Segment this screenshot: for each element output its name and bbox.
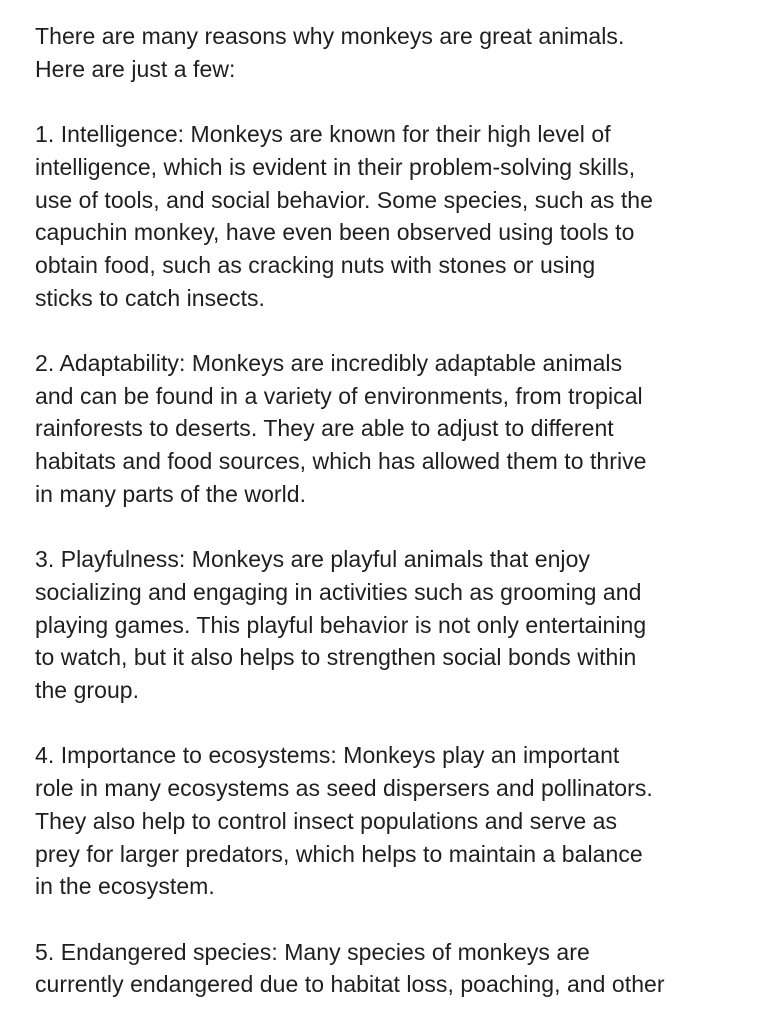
text-line: obtain food, such as cracking nuts with stones or using — [35, 251, 596, 278]
point-adaptability — [35, 347, 755, 511]
text-line: the group. — [35, 677, 140, 704]
text-line: currently endangered due to habitat loss, poaching, and other — [35, 971, 665, 998]
document-body — [35, 20, 755, 1034]
text-line: There are many reasons why monkeys are great animals. — [35, 23, 625, 49]
point-playfulness — [35, 543, 755, 707]
text-line: rainforests to deserts. They are able to adjust to different — [35, 415, 614, 442]
text-line: 2. Adaptability: Monkeys are incredibly adaptable animals — [35, 350, 623, 376]
text-line: intelligence, which is evident in their problem-solving skills, — [35, 153, 636, 180]
text-line: 4. Importance to ecosystems: Monkeys play an important — [35, 742, 620, 769]
point-intelligence — [35, 118, 755, 314]
point-endangered — [35, 936, 755, 1001]
text-line: sticks to catch insects. — [35, 284, 265, 311]
text-line: Here are just a few: — [35, 55, 236, 82]
text-line: playing games. This playful behavior is not only entertaining — [35, 611, 647, 638]
text-line: They also help to control insect populations and serve as — [35, 807, 618, 834]
text-line: 5. Endangered species: Many species of monkeys are — [35, 938, 590, 965]
text-line: socializing and engaging in activities such as grooming and — [35, 578, 642, 605]
text-line: role in many ecosystems as seed dispersers and pollinators. — [35, 775, 653, 802]
text-line: use of tools, and social behavior. Some species, such as the — [35, 186, 653, 213]
text-line: capuchin monkey, have even been observed using tools to — [35, 219, 635, 246]
point-ecosystems — [35, 739, 755, 903]
text-line: and can be found in a variety of environments, from tropical — [35, 382, 643, 409]
text-line: 3. Playfulness: Monkeys are playful animals that enjoy — [35, 546, 590, 573]
text-line: in many parts of the world. — [35, 480, 307, 507]
text-line: habitats and food sources, which has allowed them to thrive — [35, 448, 647, 475]
intro-paragraph — [35, 20, 755, 85]
text-line: to watch, but it also helps to strengthen social bonds within — [35, 644, 637, 671]
text-line: in the ecosystem. — [35, 873, 215, 900]
text-line: prey for larger predators, which helps to maintain a balance — [35, 840, 643, 867]
text-line: 1. Intelligence: Monkeys are known for their high level of — [35, 121, 611, 148]
